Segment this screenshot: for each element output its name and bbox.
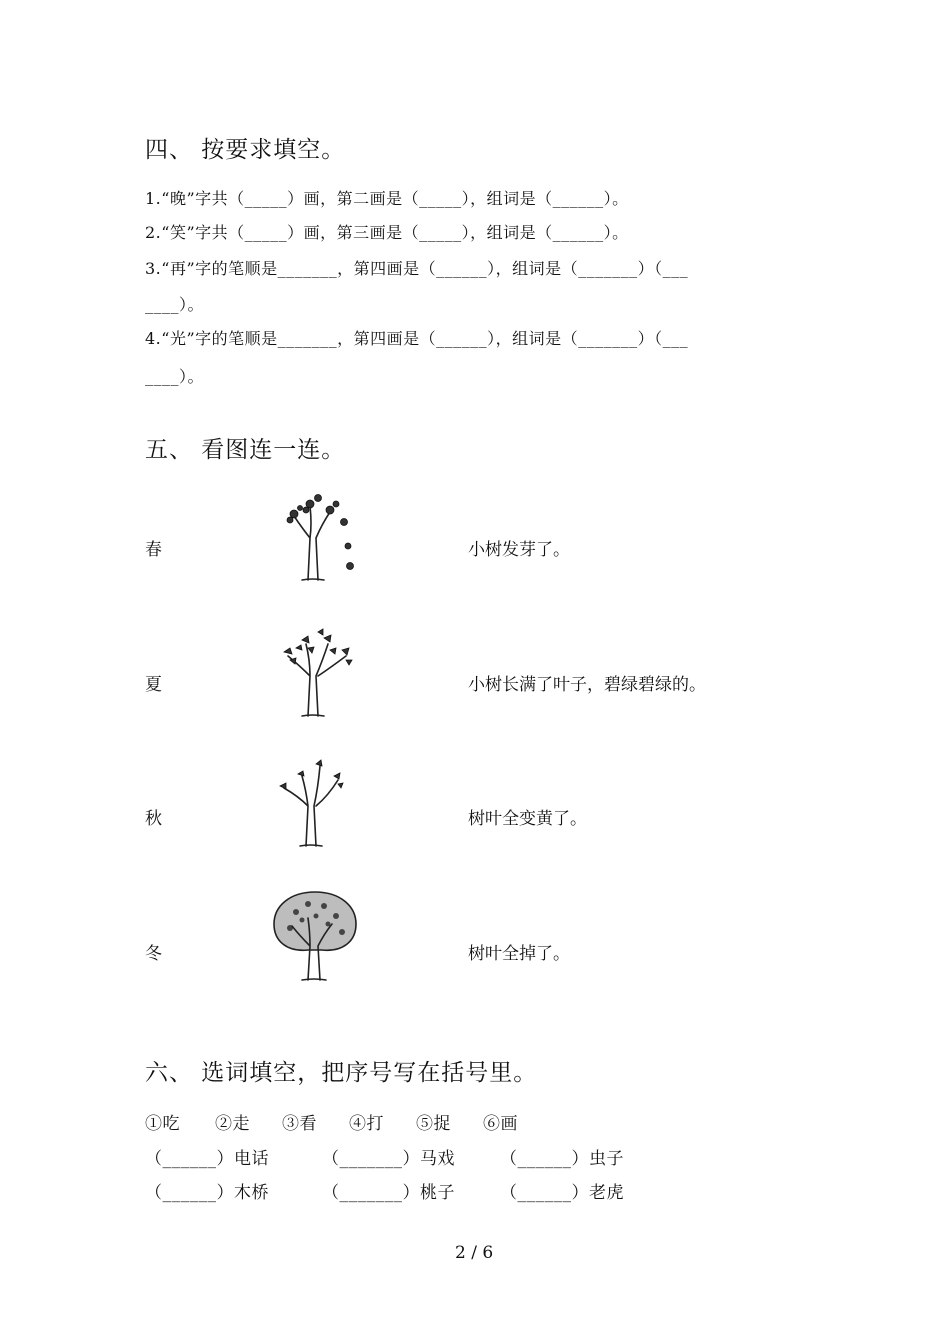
- fill-line-4-cont: ____）。: [145, 367, 205, 386]
- blank-1-2: （_______）马戏: [322, 1149, 455, 1169]
- option-4: ④打: [349, 1114, 384, 1134]
- option-5: ⑤捉: [416, 1114, 451, 1134]
- option-2: ②走: [215, 1114, 250, 1134]
- page-number: 2 / 6: [455, 1243, 494, 1263]
- season-label-winter: 冬: [145, 944, 162, 964]
- season-label-spring: 春: [145, 540, 162, 560]
- season-label-autumn: 秋: [145, 809, 162, 829]
- fill-line-3: 3.“再”字的笔顺是_______，第四画是（______），组词是（_______）（___: [145, 259, 689, 278]
- blank-2-3: （______）老虎: [500, 1183, 624, 1203]
- section6-heading: 六、 选词填空，把序号写在括号里。: [145, 1060, 538, 1086]
- fill-line-2: 2.“笑”字共（_____）画，第三画是（_____），组词是（______）。: [145, 223, 629, 242]
- tree-bare-icon: [272, 754, 362, 852]
- description-3: 树叶全变黄了。: [468, 809, 587, 829]
- section5-heading: 五、 看图连一连。: [145, 437, 346, 463]
- blank-2-1: （______）木桥: [145, 1183, 269, 1203]
- blank-2-2: （_______）桃子: [322, 1183, 455, 1203]
- season-label-summer: 夏: [145, 675, 162, 695]
- blank-1-1: （______）电话: [145, 1149, 269, 1169]
- description-1: 小树发芽了。: [468, 540, 570, 560]
- fill-line-3-cont: ____）。: [145, 295, 205, 314]
- fill-line-1: 1.“晚”字共（_____）画，第二画是（_____），组词是（______）。: [145, 189, 629, 208]
- fill-line-4: 4.“光”字的笔顺是_______，第四画是（______），组词是（_______）（___: [145, 329, 689, 348]
- description-4: 树叶全掉了。: [468, 944, 570, 964]
- option-1: ①吃: [145, 1114, 180, 1134]
- blank-1-3: （______）虫子: [500, 1149, 624, 1169]
- option-6: ⑥画: [483, 1114, 518, 1134]
- section4-heading: 四、 按要求填空。: [145, 137, 346, 163]
- description-2: 小树长满了叶子，碧绿碧绿的。: [468, 675, 706, 695]
- option-3: ③看: [282, 1114, 317, 1134]
- tree-sprouting-icon: [272, 622, 362, 720]
- tree-falling-leaves-icon: [272, 488, 362, 586]
- tree-full-crown-icon: [268, 886, 362, 986]
